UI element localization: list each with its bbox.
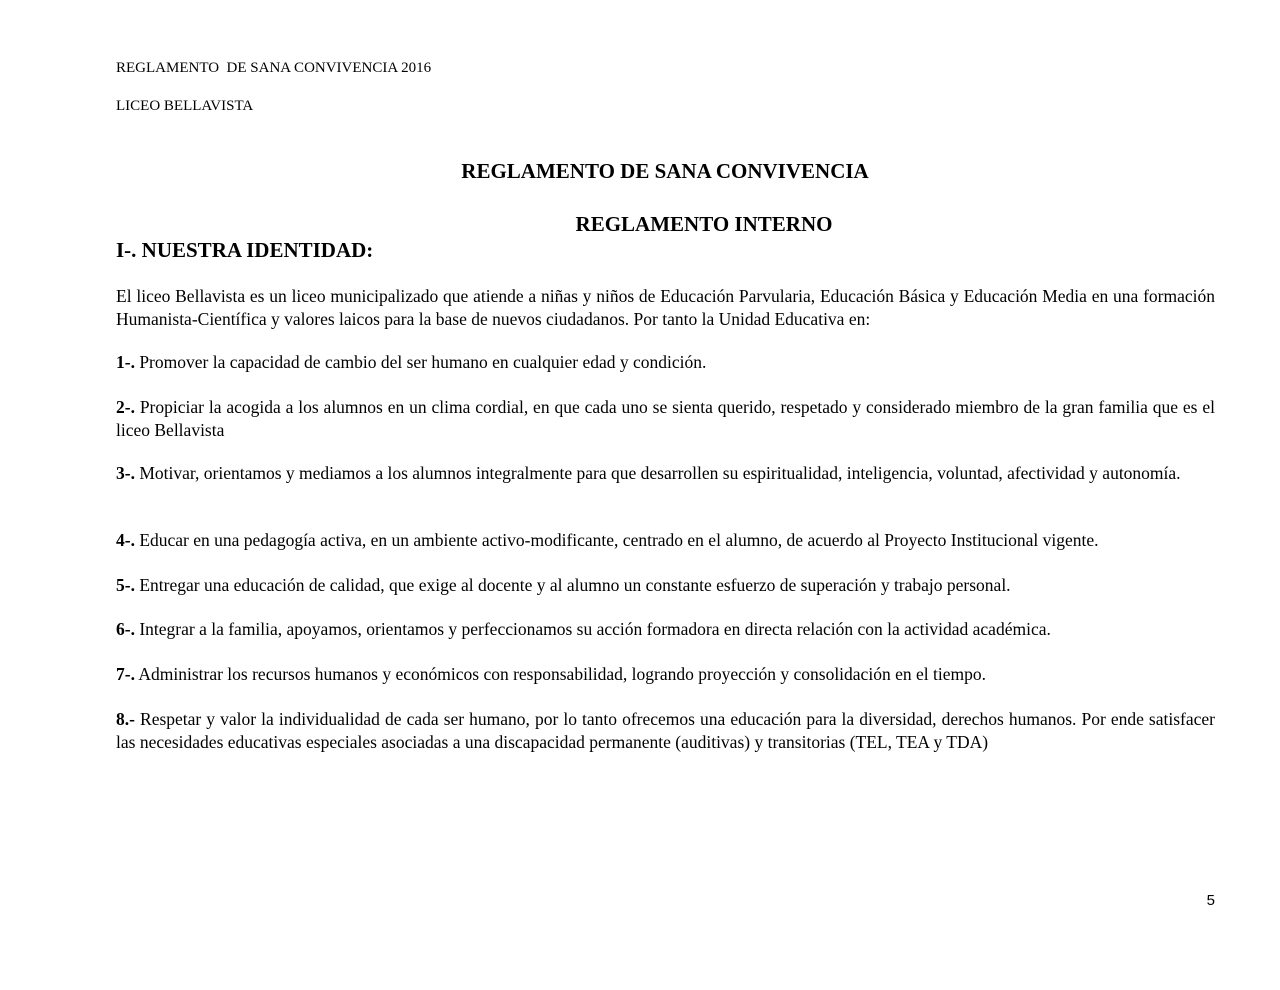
- list-item: [116, 574, 1215, 597]
- list-item-number: 4-.: [116, 530, 135, 550]
- list-item-text: Integrar a la familia, apoyamos, orientamos y perfeccionamos su acción formadora en directa relación con la actividad académica.: [134, 619, 1051, 639]
- running-header-title: REGLAMENTO DE SANA CONVIVENCIA 2016: [116, 60, 432, 76]
- list-item-number: 1-.: [116, 352, 135, 372]
- list-item: [116, 396, 1215, 441]
- list-item: [116, 663, 1215, 686]
- list-item-number: 7-.: [116, 664, 135, 684]
- list-item-text: Administrar los recursos humanos y económicos con responsabilidad, logrando proyección y consolidación en el tiempo.: [134, 664, 986, 684]
- list-item-text: Promover la capacidad de cambio del ser humano en cualquier edad y condición.: [134, 352, 707, 372]
- list-item-number: 5-.: [116, 575, 135, 595]
- list-item-text: Respetar y valor la individualidad de cada ser humano, por lo tanto ofrecemos una educación para la diversidad, derechos humanos. Por ende satisfacer las necesidades educativas especiales asociadas a una discapacidad permanente (auditivas) y transitorias (TEL, TEA y TDA): [116, 709, 1215, 752]
- list-item-number: 3-.: [116, 463, 135, 483]
- list-item: [116, 351, 1215, 374]
- page-number: 5: [1206, 892, 1215, 909]
- list-item: [116, 708, 1215, 753]
- list-item: [116, 529, 1215, 552]
- running-header-school: LICEO BELLAVISTA: [116, 98, 254, 114]
- intro-paragraph: El liceo Bellavista es un liceo municipalizado que atiende a niñas y niños de Educación Parvularia, Educación Básica y Educación Media en una formación Humanista-Científica y valores laicos para la base de nuevos ciudadanos. Por tanto la Unidad Educativa en:: [116, 286, 1215, 329]
- list-item-text: Educar en una pedagogía activa, en un ambiente activo-modificante, centrado en el alumno, de acuerdo al Proyecto Institucional vigente.: [134, 530, 1099, 550]
- list-item-text: Motivar, orientamos y mediamos a los alumnos integralmente para que desarrollen su espiritualidad, inteligencia, voluntad, afectividad y autonomía.: [134, 463, 1181, 483]
- section-heading: I-. NUESTRA IDENTIDAD:: [116, 238, 374, 262]
- list-item-text: Propiciar la acogida a los alumnos en un clima cordial, en que cada uno se sienta querido, respetado y considerado miembro de la gran familia que es el liceo Bellavista: [116, 397, 1215, 440]
- list-item: [116, 618, 1215, 641]
- list-item-text: Entregar una educación de calidad, que exige al docente y al alumno un constante esfuerzo de superación y trabajo personal.: [134, 575, 1011, 595]
- document-subtitle: REGLAMENTO INTERNO: [575, 212, 833, 236]
- list-item-number: 8.-: [116, 709, 135, 729]
- list-item: [116, 462, 1215, 485]
- document-title: REGLAMENTO DE SANA CONVIVENCIA: [461, 159, 869, 183]
- list-item-number: 6-.: [116, 619, 135, 639]
- list-item-number: 2-.: [116, 397, 135, 417]
